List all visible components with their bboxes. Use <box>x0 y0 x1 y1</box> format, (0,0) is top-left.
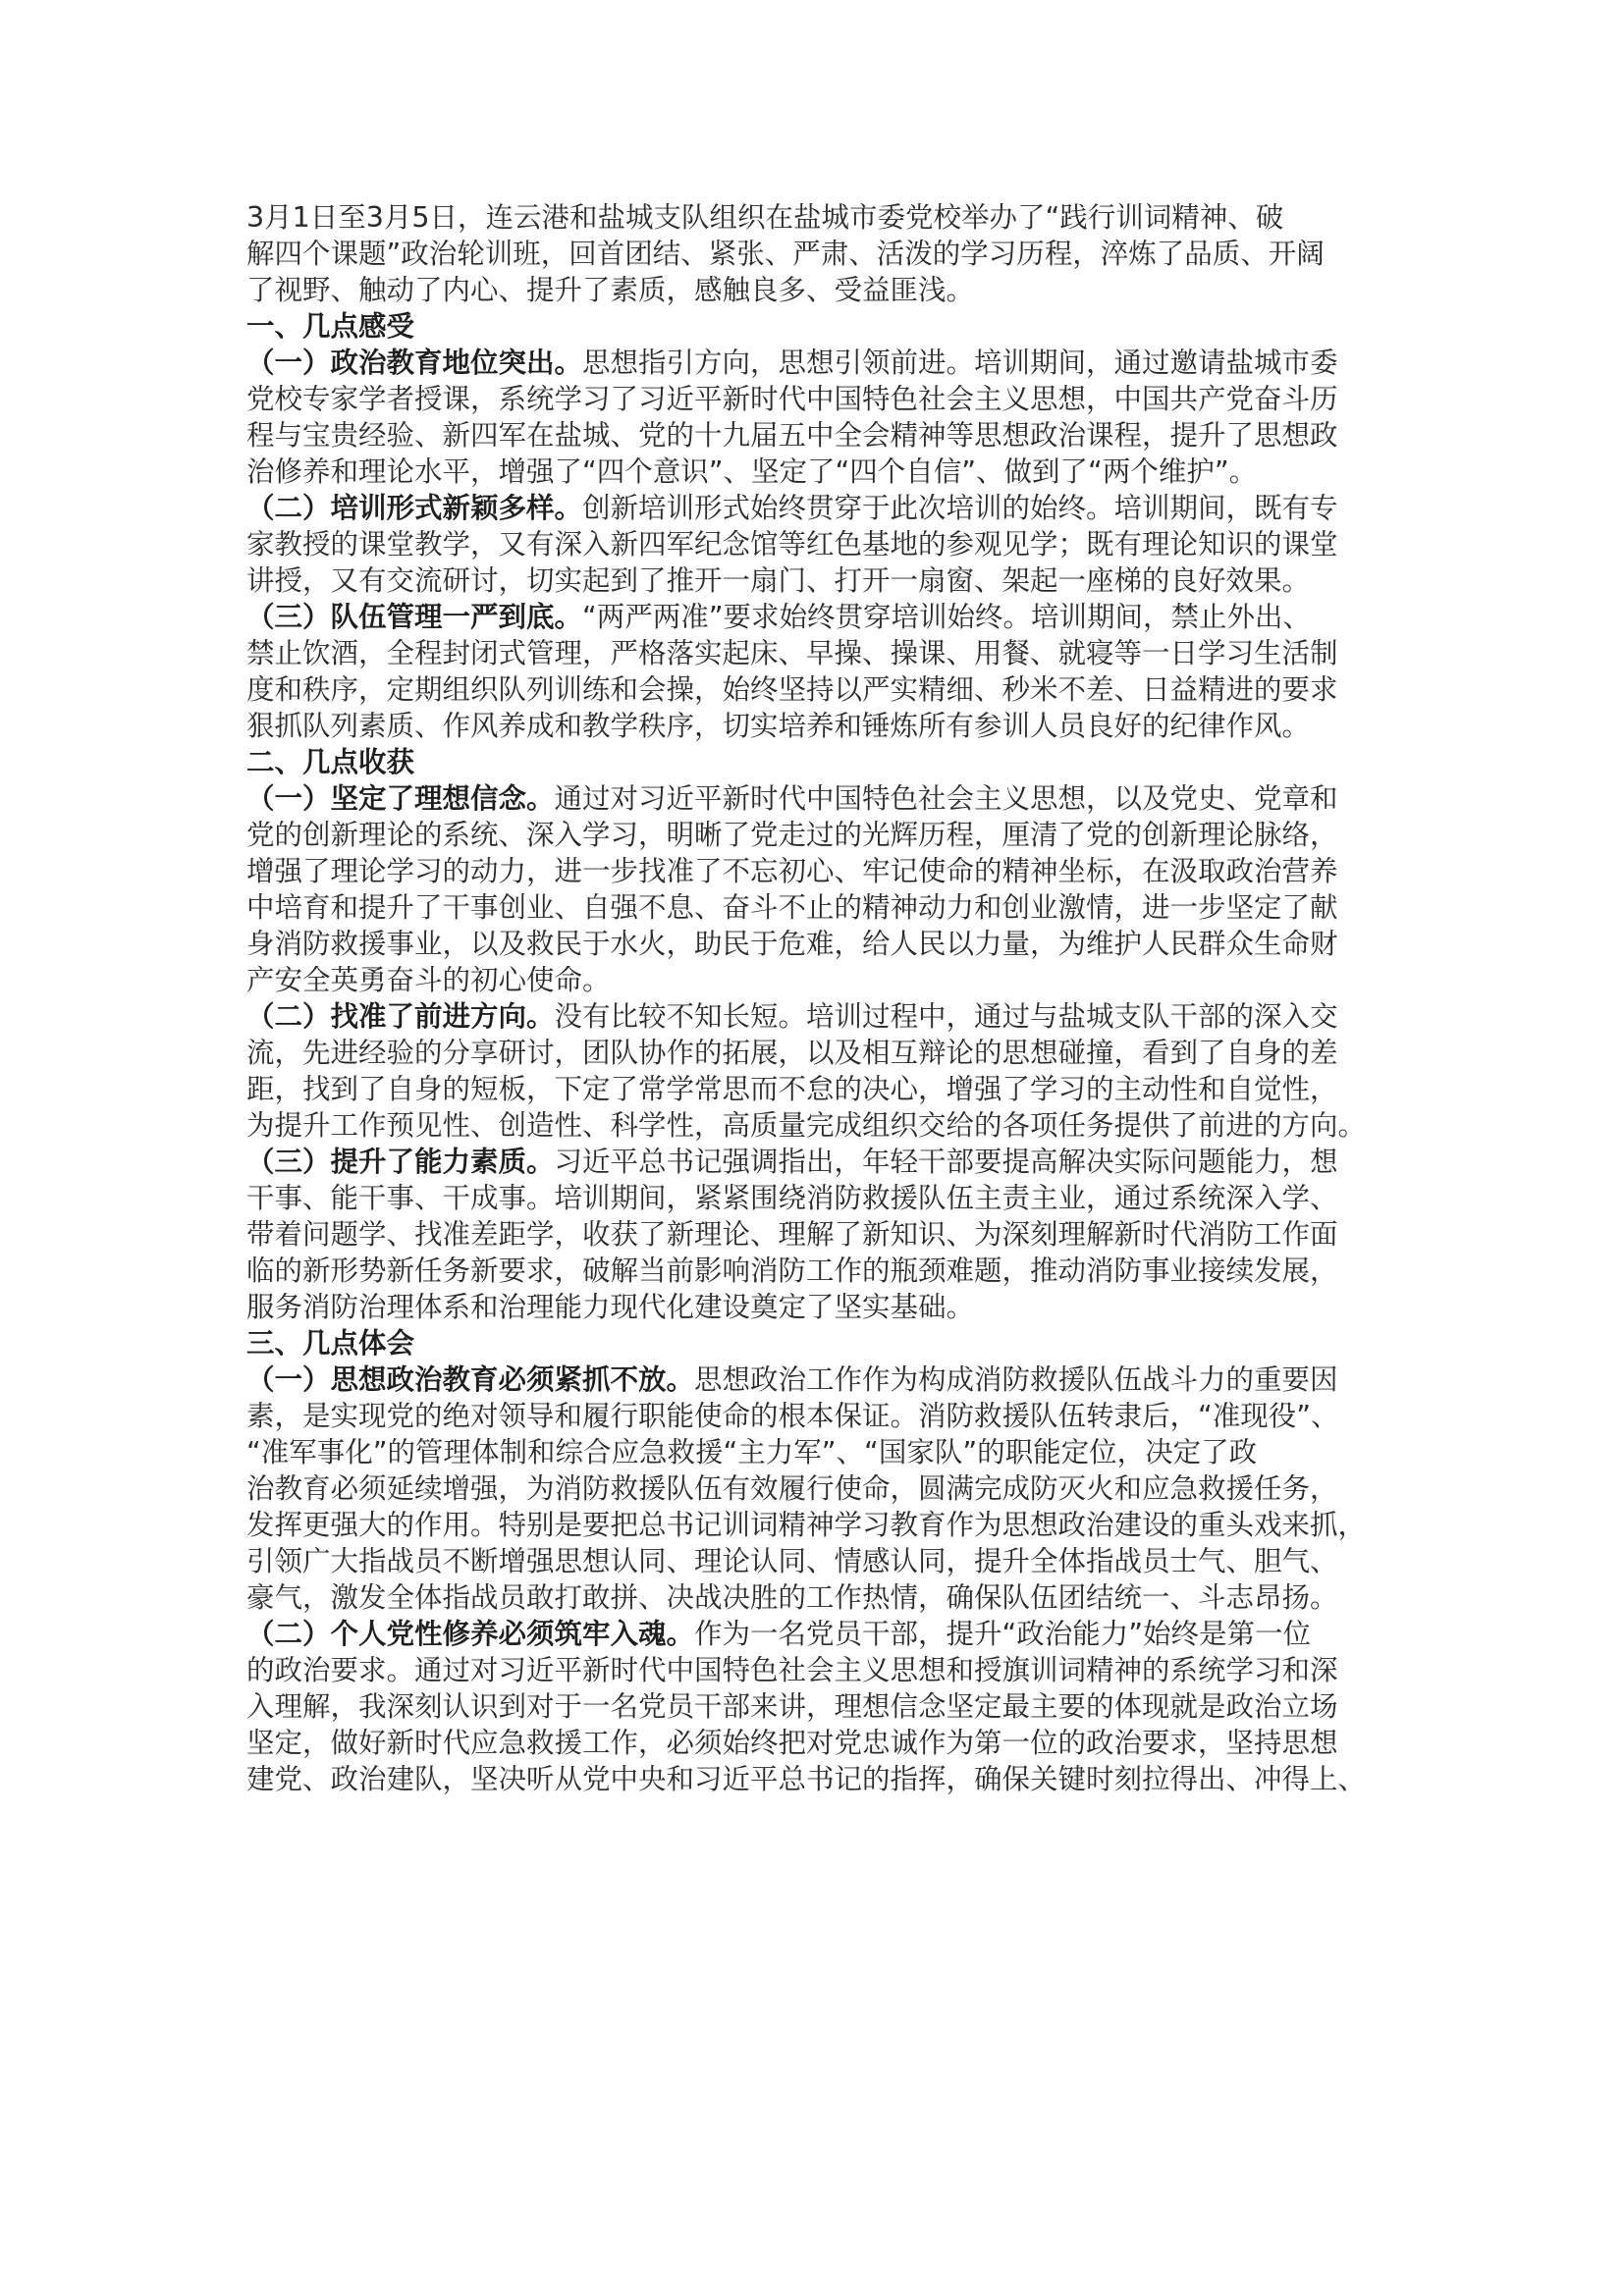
text-line: 了视野、触动了内心、提升了素质，感触良多、受益匪浅。 <box>246 274 975 306</box>
text-line: “准军事化”的管理体制和综合应急救援“主力军”、“国家队”的职能定位，决定了政 <box>246 1436 1258 1468</box>
text-line: 狠抓队列素质、作风养成和教学秩序，切实培养和锤炼所有参训人员良好的纪律作风。 <box>246 710 1311 742</box>
paragraph-title: （一）坚定了理想信念。 <box>246 782 555 815</box>
text-line: 通过对习近平新时代中国特色社会主义思想，以及党史、党章和 <box>554 782 1338 815</box>
paragraph <box>246 1362 1366 1616</box>
text-line: 禁止饮酒，全程封闭式管理，严格落实起床、早操、操课、用餐、就寝等一日学习生活制 <box>246 637 1338 669</box>
paragraph-title: （一）思想政治教育必须紧抓不放。 <box>246 1363 695 1396</box>
paragraph-title: （二）找准了前进方向。 <box>246 1000 555 1033</box>
text-line: 程与宝贵经验、新四军在盐城、党的十九届五中全会精神等思想政治课程，提升了思想政 <box>246 419 1338 452</box>
paragraph-title: （三）提升了能力素质。 <box>246 1146 555 1178</box>
text-line: 治修养和理论水平，增强了“四个意识”、坚定了“四个自信”、做到了“两个维护”。 <box>246 455 1258 488</box>
text-line: 发挥更强大的作用。特别是要把总书记训词精神学习教育作为思想政治建设的重头戏来抓， <box>246 1509 1367 1541</box>
paragraph-title: （二）个人党性修养必须筑牢入魂。 <box>246 1618 695 1650</box>
text-line: 3月1日至3月5日，连云港和盐城支队组织在盐城市委党校举办了“践行训词精神、破 <box>246 201 1284 234</box>
intro-paragraph <box>246 199 1366 308</box>
text-line: 增强了理论学习的动力，进一步找准了不忘初心、牢记使命的精神坐标，在汲取政治营养 <box>246 855 1338 887</box>
text-line: 作为一名党员干部，提升“政治能力”始终是第一位 <box>694 1618 1312 1650</box>
text-line: 豪气，激发全体指战员敢打敢拼、决战决胜的工作热情，确保队伍团结统一、斗志昂扬。 <box>246 1581 1338 1614</box>
text-line: 度和秩序，定期组织队列训练和会操，始终坚持以严实精细、秒米不差、日益精进的要求 <box>246 673 1338 706</box>
text-line: 身消防救援事业，以及救民于水火，助民于危难，给人民以力量，为维护人民群众生命财 <box>246 928 1338 960</box>
paragraph-title: （三）队伍管理一严到底。 <box>246 601 583 633</box>
text-line: 产安全英勇奋斗的初心使命。 <box>246 964 611 996</box>
text-line: 创新培训形式始终贯穿于此次培训的始终。培训期间，既有专 <box>582 492 1338 524</box>
paragraph-title: （二）培训形式新颖多样。 <box>246 492 583 524</box>
section-heading: 一、几点感受 <box>246 310 415 343</box>
document-page <box>246 199 1366 1797</box>
paragraph <box>246 345 1366 490</box>
text-line: 带着问题学、找准差距学，收获了新理论、理解了新知识、为深刻理解新时代消防工作面 <box>246 1218 1338 1251</box>
text-line: 家教授的课堂教学，又有深入新四军纪念馆等红色基地的参观见学；既有理论知识的课堂 <box>246 528 1338 561</box>
text-line: 治教育必须延续增强，为消防救援队伍有效履行使命，圆满完成防灭火和应急救援任务， <box>246 1472 1338 1505</box>
paragraph <box>246 780 1366 998</box>
text-line: 党的创新理论的系统、深入学习，明晰了党走过的光辉历程，厘清了党的创新理论脉络， <box>246 819 1338 851</box>
section-gains <box>246 744 1366 1325</box>
text-line: 临的新形势新任务新要求，破解当前影响消防工作的瓶颈难题，推动消防事业接续发展， <box>246 1255 1338 1287</box>
text-line: 中培育和提升了干事创业、自强不息、奋斗不止的精神动力和创业激情，进一步坚定了献 <box>246 891 1338 924</box>
text-line: 距，找到了自身的短板，下定了常学常思而不怠的决心，增强了学习的主动性和自觉性， <box>246 1073 1338 1105</box>
text-line: 干事、能干事、干成事。培训期间，紧紧围绕消防救援队伍主责主业，通过系统深入学、 <box>246 1182 1338 1214</box>
text-line: 坚定，做好新时代应急救援工作，必须始终把对党忠诚作为第一位的政治要求，坚持思想 <box>246 1727 1338 1759</box>
text-line: 习近平总书记强调指出，年轻干部要提高解决实际问题能力，想 <box>554 1146 1338 1178</box>
text-line: 讲授，又有交流研讨，切实起到了推开一扇门、打开一扇窗、架起一座梯的良好效果。 <box>246 564 1311 597</box>
text-line: 思想指引方向，思想引领前进。培训期间，通过邀请盐城市委 <box>582 347 1338 379</box>
section-experiences <box>246 1325 1366 1797</box>
text-line: 引领广大指战员不断增强思想认同、理论认同、情感认同，提升全体指战员士气、胆气、 <box>246 1545 1338 1577</box>
text-line: 解四个课题”政治轮训班，回首团结、紧张、严肃、活泼的学习历程，淬炼了品质、开阔 <box>246 238 1325 270</box>
text-line: 党校专家学者授课，系统学习了习近平新时代中国特色社会主义思想，中国共产党奋斗历 <box>246 383 1338 415</box>
paragraph <box>246 1616 1366 1797</box>
section-heading: 三、几点体会 <box>246 1327 415 1360</box>
text-line: 建党、政治建队，坚决听从党中央和习近平总书记的指挥，确保关键时刻拉得出、冲得上、 <box>246 1763 1367 1795</box>
text-line: 没有比较不知长短。培训过程中，通过与盐城支队干部的深入交 <box>554 1000 1338 1033</box>
text-line: 的政治要求。通过对习近平新时代中国特色社会主义思想和授旗训词精神的系统学习和深 <box>246 1654 1338 1686</box>
text-line: 为提升工作预见性、创造性、科学性，高质量完成组织交给的各项任务提供了前进的方向。 <box>246 1109 1367 1142</box>
paragraph-title: （一）政治教育地位突出。 <box>246 347 583 379</box>
paragraph <box>246 490 1366 599</box>
text-line: “两严两准”要求始终贯穿培训始终。培训期间，禁止外出、 <box>582 601 1312 633</box>
text-line: 素，是实现党的绝对领导和履行职能使命的根本保证。消防救援队伍转隶后，“准现役”、 <box>246 1400 1339 1432</box>
paragraph <box>246 599 1366 744</box>
section-heading: 二、几点收获 <box>246 746 415 778</box>
text-line: 服务消防治理体系和治理能力现代化建设奠定了坚实基础。 <box>246 1291 975 1323</box>
paragraph <box>246 1144 1366 1325</box>
text-line: 流，先进经验的分享研讨，团队协作的拓展，以及相互辩论的思想碰撞，看到了自身的差 <box>246 1037 1338 1069</box>
text-line: 入理解，我深刻认识到对于一名党员干部来讲，理想信念坚定最主要的体现就是政治立场 <box>246 1690 1338 1723</box>
text-line: 思想政治工作作为构成消防救援队伍战斗力的重要因 <box>694 1363 1338 1396</box>
section-feelings <box>246 308 1366 744</box>
paragraph <box>246 998 1366 1144</box>
